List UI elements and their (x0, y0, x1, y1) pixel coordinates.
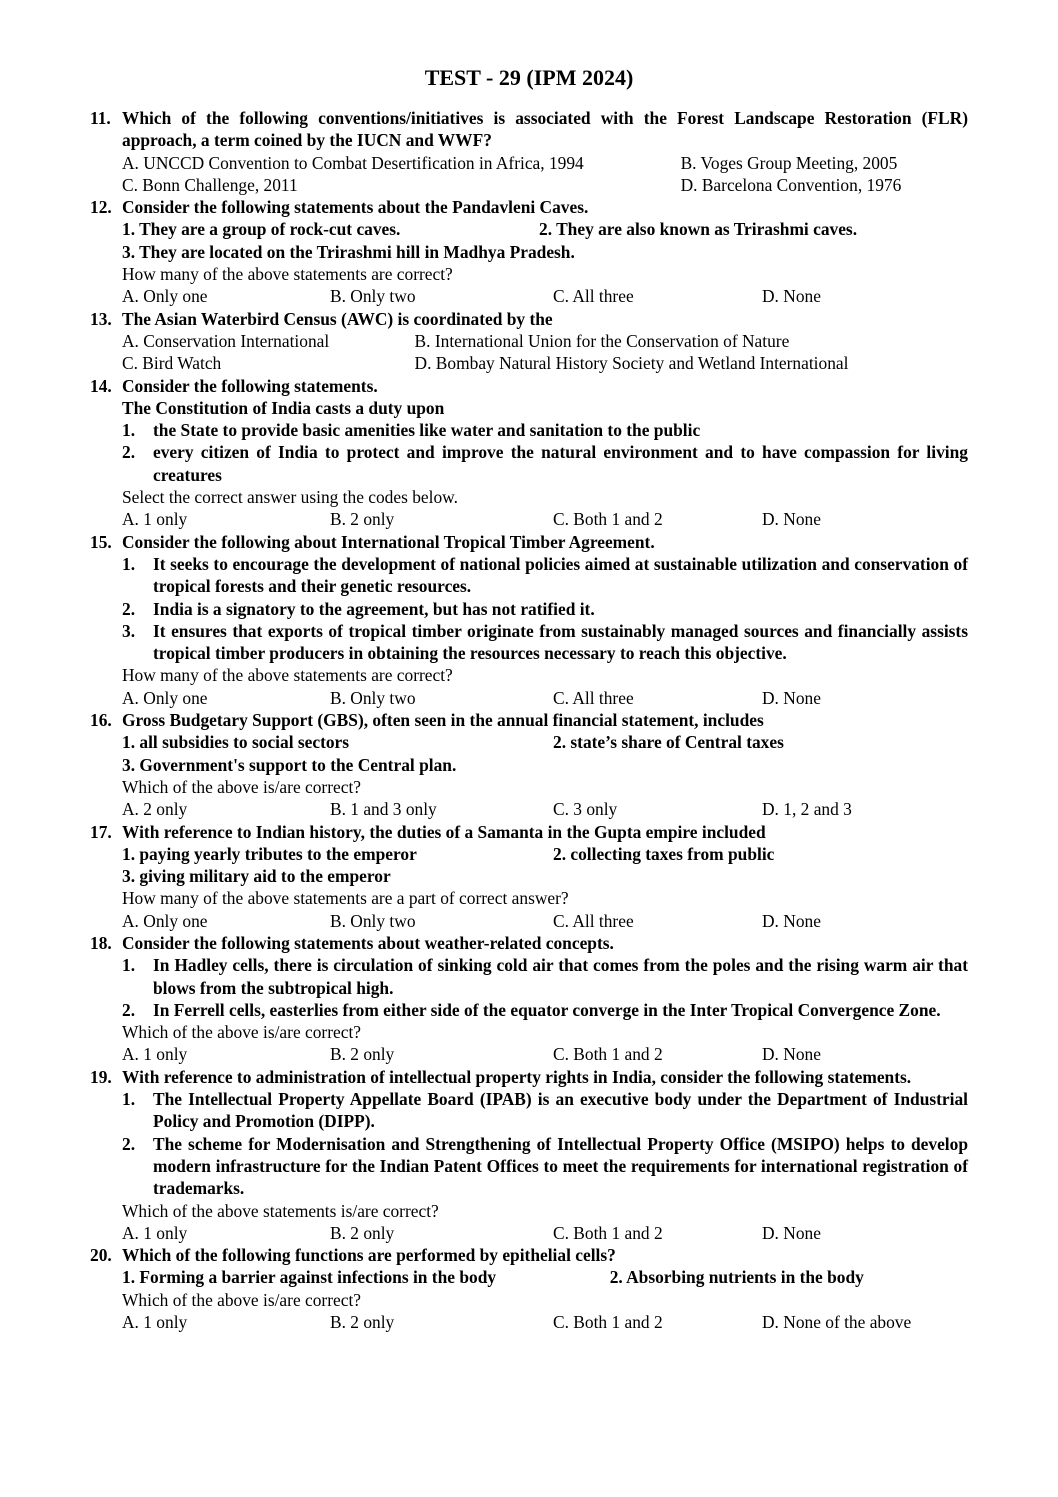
statement-text: It seeks to encourage the development of national policies aimed at sustainable utilization and conservation of tropical forests and their genetic resources. (153, 553, 968, 597)
answer-option[interactable]: B. 2 only (330, 509, 395, 530)
question-stem: Which of the following functions are performed by epithelial cells? (122, 1245, 616, 1266)
answer-option[interactable]: C. All three (553, 286, 634, 307)
statement-text: the State to provide basic amenities like water and sanitation to the public (153, 420, 701, 441)
numbered-statement (122, 419, 968, 441)
instruction: How many of the above statements are a part of correct answer? (122, 888, 569, 909)
answer-option[interactable]: D. Barcelona Convention, 1976 (680, 174, 902, 195)
question-number: 18. (90, 932, 112, 953)
instruction: Which of the above is/are correct? (122, 776, 361, 797)
answer-option[interactable]: D. None (762, 687, 821, 708)
instruction: Which of the above is/are correct? (122, 1022, 361, 1043)
answer-option[interactable]: B. Only two (330, 910, 416, 931)
question-list (90, 107, 968, 1333)
statement-number: 2. (122, 1133, 136, 1154)
answer-option[interactable]: C. Bird Watch (122, 353, 222, 374)
answer-option[interactable]: D. None (762, 910, 821, 931)
answer-option[interactable]: B. International Union for the Conservation of Nature (414, 330, 790, 351)
answer-option[interactable]: C. All three (553, 687, 634, 708)
statement-number: 2. (122, 442, 136, 463)
answer-option[interactable]: C. Bonn Challenge, 2011 (122, 174, 298, 195)
answer-option[interactable]: B. Voges Group Meeting, 2005 (680, 152, 898, 173)
statement-text: The scheme for Modernisation and Strengthening of Intellectual Property Office (MSIPO) helps to develop modern infrastructure for the Indian Patent Offices to meet the requirements for international registration of trademarks. (153, 1133, 968, 1199)
statement-text: The Intellectual Property Appellate Board (IPAB) is an executive body under the Department of Industrial Policy and Promotion (DIPP). (153, 1089, 968, 1132)
statement: 2. They are also known as Trirashmi caves. (539, 219, 858, 240)
question (90, 709, 968, 820)
statement: 3. Government's support to the Central plan. (122, 754, 457, 775)
answer-option[interactable]: D. None (762, 286, 821, 307)
question (90, 821, 968, 932)
answer-option[interactable]: A. 2 only (122, 799, 188, 820)
statement-text: every citizen of India to protect and improve the natural environment and to have compassion for living creatures (153, 442, 968, 485)
question (90, 196, 968, 307)
statement: 1. Forming a barrier against infections in the body (122, 1267, 497, 1288)
statement: 3. giving military aid to the emperor (122, 866, 391, 887)
answer-option[interactable]: A. Only one (122, 687, 208, 708)
question-stem: Consider the following statements about weather-related concepts. (122, 932, 614, 953)
answer-option[interactable]: C. Both 1 and 2 (553, 1312, 663, 1333)
statement-number: 2. (122, 999, 136, 1020)
statement-text: In Ferrell cells, easterlies from either side of the equator converge in the Inter Tropical Convergence Zone. (153, 999, 941, 1020)
question (90, 531, 968, 709)
instruction: Which of the above statements is/are correct? (122, 1200, 439, 1221)
statement-row (122, 843, 968, 865)
statement-number: 1. (122, 1089, 136, 1110)
answer-option[interactable]: A. UNCCD Convention to Combat Desertification in Africa, 1994 (122, 152, 584, 173)
question-stem: The Asian Waterbird Census (AWC) is coordinated by the (122, 308, 553, 329)
question (90, 107, 968, 196)
answer-option[interactable]: D. None (762, 509, 821, 530)
question-number: 20. (90, 1245, 112, 1266)
numbered-statement (122, 1133, 968, 1200)
answer-option[interactable]: B. 2 only (330, 1044, 395, 1065)
answer-options (122, 1222, 968, 1244)
statement: The Constitution of India casts a duty upon (122, 397, 445, 418)
statement-row (122, 218, 968, 240)
answer-option[interactable]: A. Only one (122, 910, 208, 931)
answer-option[interactable]: B. 2 only (330, 1222, 395, 1243)
statement: 2. Absorbing nutrients in the body (609, 1267, 864, 1288)
statement: 1. all subsidies to social sectors (122, 732, 350, 753)
question-stem: Gross Budgetary Support (GBS), often seen in the annual financial statement, includes (122, 710, 764, 731)
page-title: TEST - 29 (IPM 2024) (424, 65, 634, 90)
answer-option[interactable]: C. Both 1 and 2 (553, 509, 663, 530)
question-number: 17. (90, 821, 112, 842)
question-stem: Consider the following statements. (122, 375, 378, 396)
statement: 2. collecting taxes from public (553, 843, 775, 864)
answer-option[interactable]: C. All three (553, 910, 634, 931)
numbered-statement (122, 553, 968, 598)
numbered-statement (122, 441, 968, 486)
answer-options (122, 1043, 968, 1065)
answer-option[interactable]: A. Only one (122, 286, 208, 307)
answer-options (122, 330, 968, 352)
question-number: 16. (90, 710, 112, 731)
numbered-statement (122, 598, 968, 620)
question (90, 1066, 968, 1244)
statement-text: It ensures that exports of tropical timber originate from sustainably managed sources and financially assists tropical timber producers in obtaining the resources necessary to reach this objective. (153, 620, 968, 664)
answer-options (122, 174, 968, 196)
answer-option[interactable]: D. 1, 2 and 3 (762, 799, 852, 820)
question-stem: Consider the following statements about the Pandavleni Caves. (122, 197, 589, 218)
numbered-statement (122, 999, 968, 1021)
question (90, 375, 968, 531)
instruction: Which of the above is/are correct? (122, 1289, 361, 1310)
answer-options (122, 910, 968, 932)
answer-option[interactable]: B. Only two (330, 687, 416, 708)
statement-number: 2. (122, 598, 136, 619)
statement-row (122, 731, 968, 753)
statement-text: In Hadley cells, there is circulation of sinking cold air that comes from the poles and the rising warm air that blows from the subtropical high. (153, 955, 968, 998)
answer-option[interactable]: B. Only two (330, 286, 416, 307)
answer-option[interactable]: D. None (762, 1044, 821, 1065)
answer-option[interactable]: A. 1 only (122, 509, 188, 530)
question-number: 14. (90, 375, 112, 396)
question (90, 1244, 968, 1333)
statement: 2. state’s share of Central taxes (553, 732, 784, 753)
question-stem: With reference to Indian history, the duties of a Samanta in the Gupta empire included (122, 821, 766, 842)
answer-options (122, 687, 968, 709)
answer-option[interactable]: B. 2 only (330, 1312, 395, 1333)
answer-options (122, 508, 968, 530)
answer-option[interactable]: C. Both 1 and 2 (553, 1222, 663, 1243)
instruction: How many of the above statements are correct? (122, 264, 453, 285)
statement-number: 1. (122, 955, 136, 976)
instruction: How many of the above statements are correct? (122, 665, 453, 686)
question-number: 15. (90, 531, 112, 552)
question-number: 11. (90, 108, 111, 128)
numbered-statement (122, 1088, 968, 1133)
statement: 1. They are a group of rock-cut caves. (122, 219, 401, 240)
answer-options (122, 798, 968, 820)
statement: 1. paying yearly tributes to the emperor (122, 843, 417, 864)
question-number: 19. (90, 1066, 112, 1087)
answer-option[interactable]: D. None (762, 1222, 821, 1243)
statement-number: 1. (122, 420, 136, 441)
answer-options (122, 1311, 968, 1333)
question (90, 308, 968, 375)
answer-option[interactable]: C. 3 only (553, 799, 618, 820)
question (90, 932, 968, 1066)
statement-text: India is a signatory to the agreement, but has not ratified it. (153, 598, 595, 619)
statement-row (122, 1266, 968, 1288)
statement: 3. They are located on the Trirashmi hill in Madhya Pradesh. (122, 241, 575, 262)
answer-option[interactable]: A. Conservation International (122, 330, 330, 351)
answer-options (122, 285, 968, 307)
instruction: Select the correct answer using the codes below. (122, 487, 458, 508)
answer-option[interactable]: C. Both 1 and 2 (553, 1044, 663, 1065)
numbered-statement (122, 620, 968, 665)
statement-number: 1. (122, 553, 136, 574)
answer-option[interactable]: A. 1 only (122, 1044, 188, 1065)
statement-number: 3. (122, 620, 136, 641)
answer-options (122, 152, 968, 174)
question-number: 13. (90, 308, 112, 329)
answer-option[interactable]: D. Bombay Natural History Society and Wetland International (414, 353, 849, 374)
numbered-statement (122, 954, 968, 999)
question-stem: Consider the following about International Tropical Timber Agreement. (122, 531, 655, 552)
answer-option[interactable]: A. 1 only (122, 1312, 188, 1333)
answer-option[interactable]: D. None of the above (762, 1312, 912, 1333)
question-stem: With reference to administration of intellectual property rights in India, consider the following statements. (122, 1066, 912, 1087)
question-number: 12. (90, 197, 112, 218)
answer-option[interactable]: B. 1 and 3 only (330, 799, 437, 820)
question-stem: Which of the following conventions/initiatives is associated with the Forest Landscape Restoration (FLR) approach, a term coined by the IUCN and WWF? (122, 108, 968, 151)
answer-options (122, 352, 968, 374)
answer-option[interactable]: A. 1 only (122, 1222, 188, 1243)
